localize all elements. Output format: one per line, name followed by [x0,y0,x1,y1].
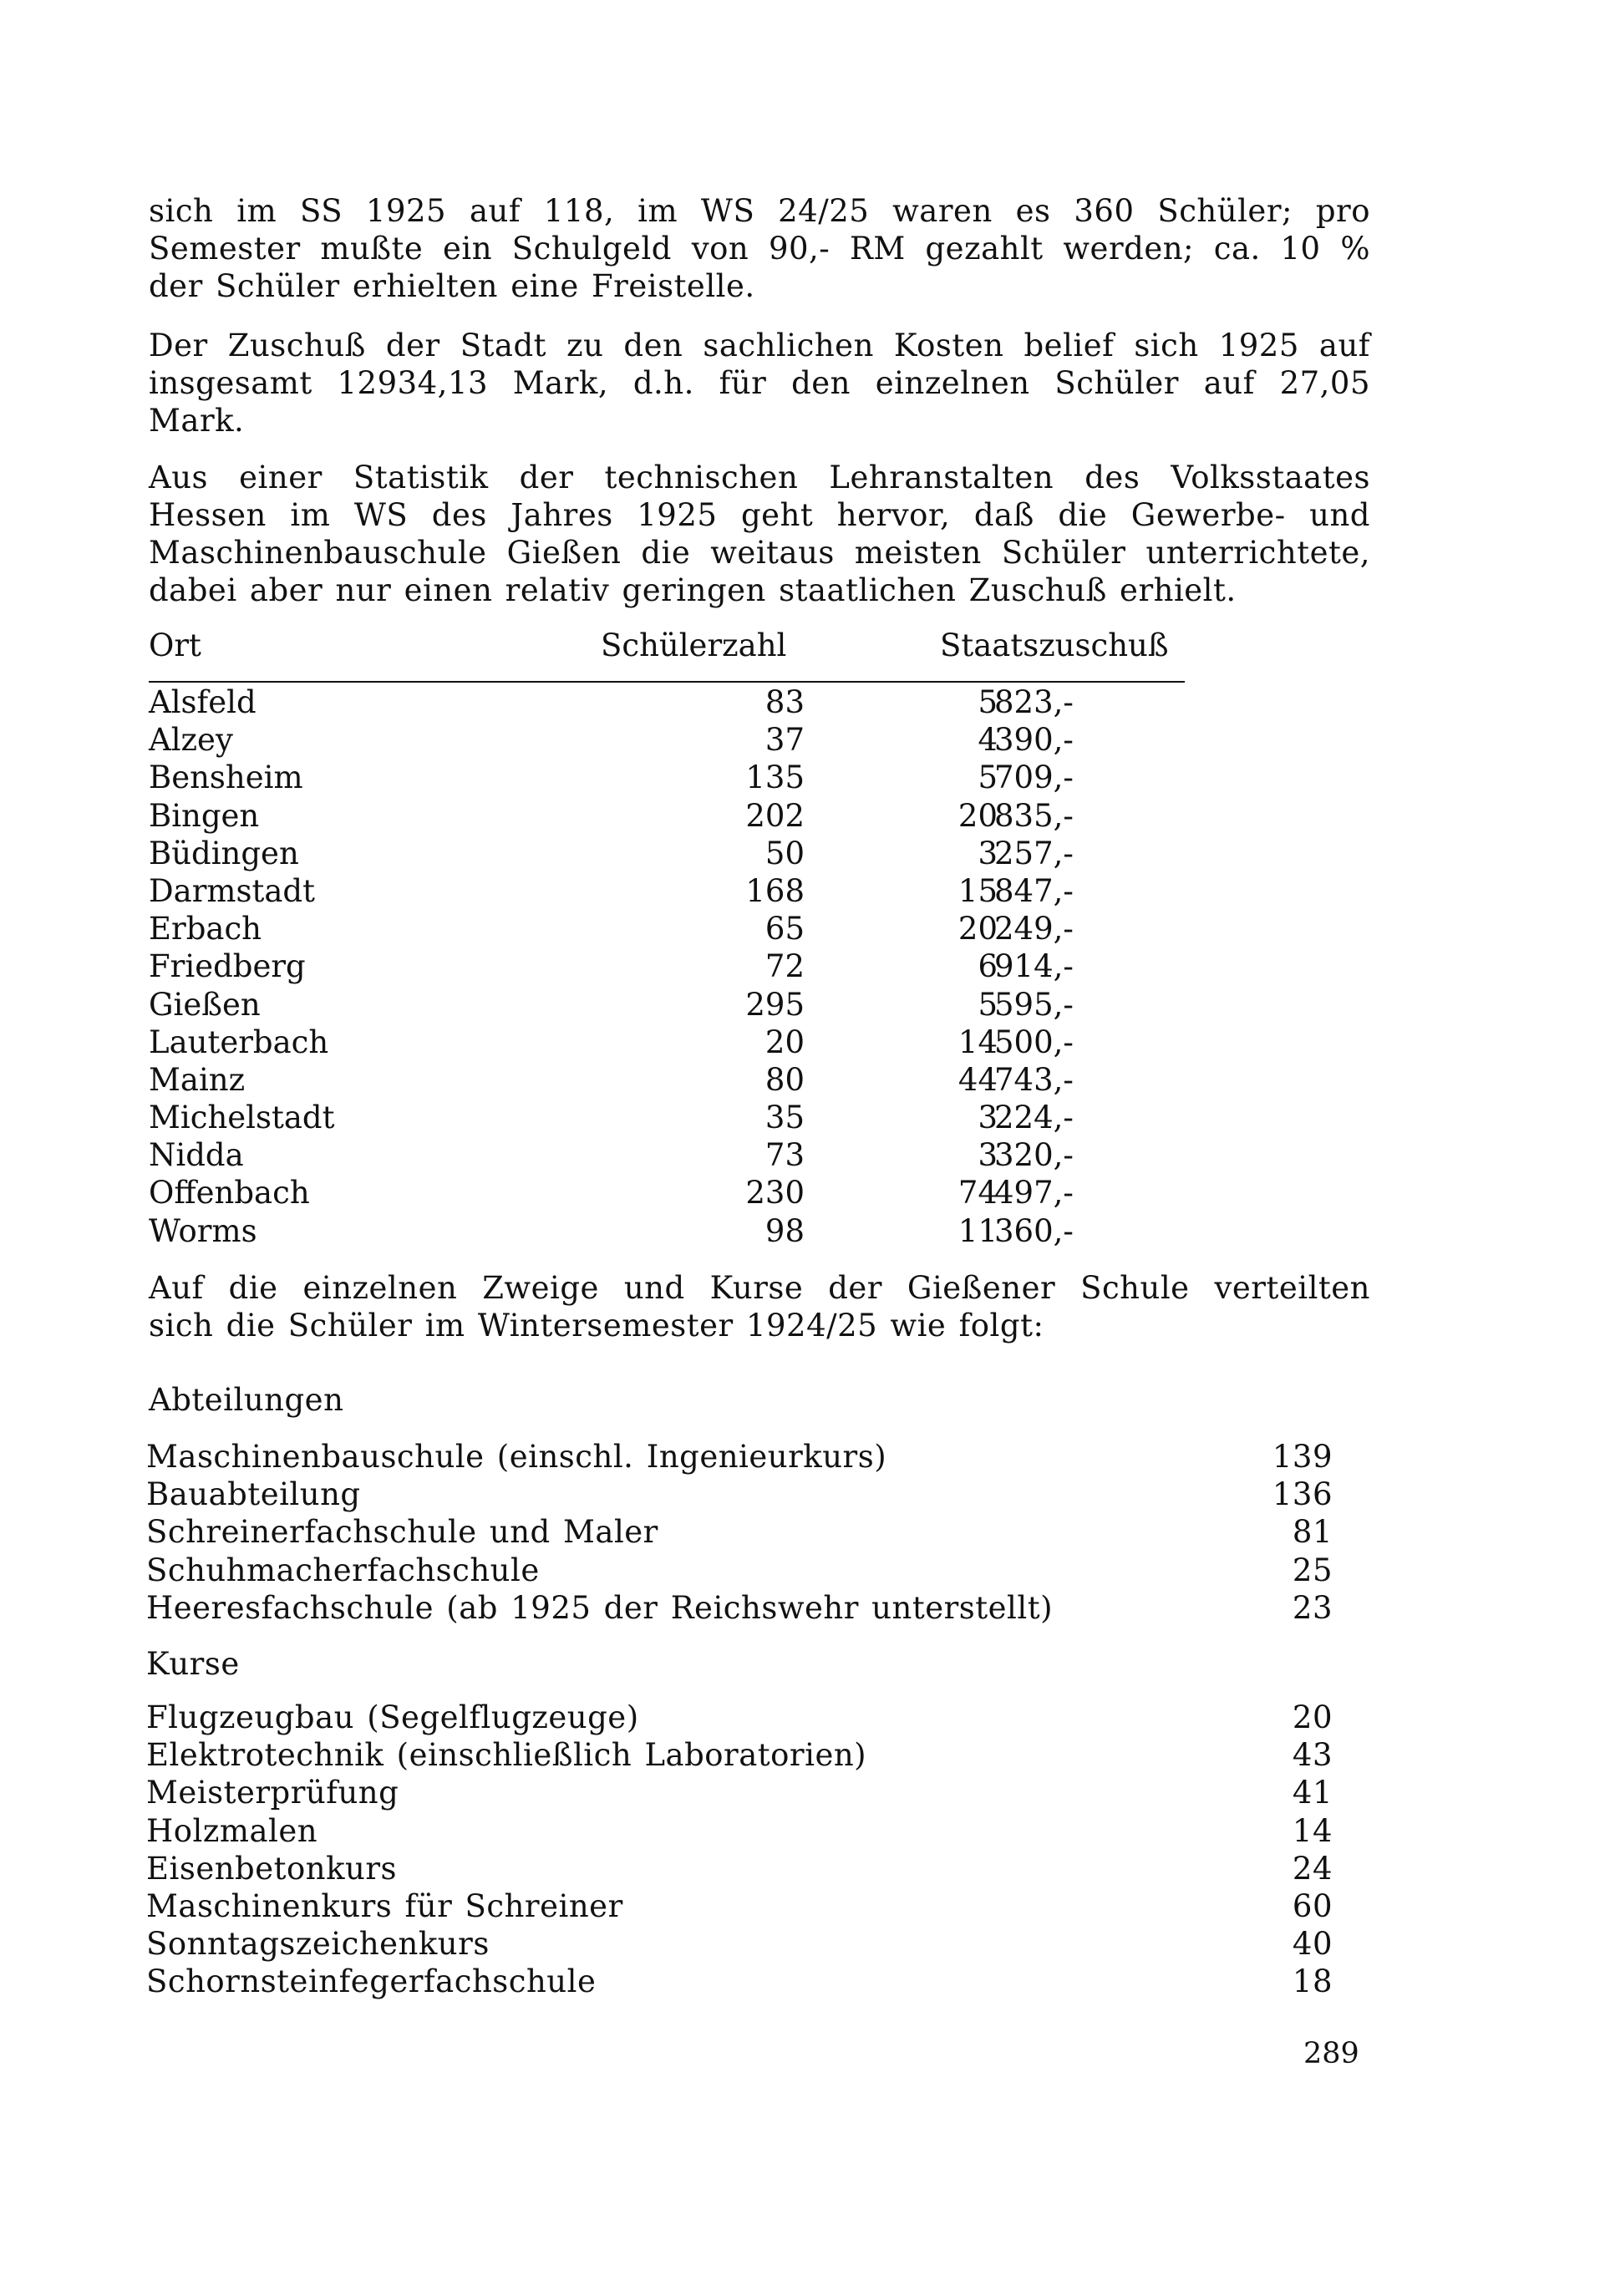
cell-ort: Bingen [149,797,260,834]
cell-zuschuss-thousands: 4 [978,722,998,759]
cell-schuelerzahl: 98 [764,1212,805,1249]
table-row [149,683,1185,721]
list-item-value: 18 [1292,1963,1333,2000]
cell-zuschuss-thousands: 44 [957,1061,998,1098]
cell-ort: Nidda [149,1137,244,1174]
list-item-label: Maschinenkurs für Schreiner [146,1887,623,1924]
cell-schuelerzahl: 37 [764,722,805,759]
page-number: 289 [1303,2037,1359,2070]
list-item-value: 23 [1292,1589,1333,1626]
list-item-label: Maschinenbauschule (einschl. Ingenieurkurs) [146,1439,887,1475]
cell-schuelerzahl: 50 [764,835,805,871]
list-item [146,1850,1333,1887]
table-row [149,1212,1185,1250]
list-item [146,1699,1333,1736]
table-row [149,1099,1185,1136]
cell-ort: Darmstadt [149,872,315,909]
cell-zuschuss-thousands: 3 [978,1137,998,1174]
table-row [149,721,1185,759]
cell-zuschuss-rest: 914,- [994,948,1074,985]
cell-schuelerzahl: 73 [764,1137,805,1174]
list-item [146,1589,1333,1627]
table-row [149,835,1185,872]
cell-zuschuss-thousands: 5 [978,684,998,720]
cell-schuelerzahl: 135 [745,759,805,796]
cell-ort: Bensheim [149,759,303,796]
list-item [146,1812,1333,1850]
list-item-value: 43 [1292,1737,1333,1774]
table-row [149,1136,1185,1174]
list-item-label: Schornsteinfegerfachschule [146,1963,597,2000]
abteilungen-list [146,1438,1333,1627]
cell-schuelerzahl: 80 [764,1061,805,1098]
cell-ort: Mainz [149,1061,246,1098]
cell-zuschuss-thousands: 5 [978,759,998,796]
list-item-label: Schreinerfachschule und Maler [146,1514,658,1551]
cell-zuschuss-rest: 595,- [994,986,1074,1023]
cell-schuelerzahl: 35 [764,1100,805,1136]
cell-zuschuss-thousands: 11 [957,1212,998,1249]
table-row [149,872,1185,910]
cell-ort: Alsfeld [149,684,257,720]
text-line: dabei aber nur einen relativ geringen staatlichen Zuschuß erhielt. [149,572,1237,608]
list-item [146,1476,1333,1513]
cell-zuschuss-rest: 847,- [994,872,1074,909]
cell-zuschuss-thousands: 6 [978,948,998,985]
cell-ort: Büdingen [149,835,299,871]
paragraph-statistik [149,459,1370,609]
table-row [149,1174,1185,1211]
list-item-label: Sonntagszeichenkurs [146,1926,490,1963]
list-item [146,1925,1333,1963]
table-row [149,1024,1185,1061]
table-row [149,1061,1185,1099]
text-line: der Schüler erhielten eine Freistelle. [149,268,755,304]
kurse-list [146,1699,1333,2001]
list-item-label: Elektrotechnik (einschließlich Laboratorien) [146,1737,867,1774]
list-item [146,1963,1333,2000]
cell-schuelerzahl: 230 [745,1175,805,1211]
text-line: Maschinenbauschule Gießen die weitaus meisten Schüler unterrichtete, [149,535,1370,571]
list-item [146,1736,1333,1774]
cell-zuschuss-rest: 257,- [994,835,1074,871]
cell-schuelerzahl: 65 [764,911,805,947]
paragraph-verteilung [149,1269,1370,1344]
list-item-value: 41 [1292,1775,1333,1811]
list-item-label: Heeresfachschule (ab 1925 der Reichswehr unterstellt) [146,1589,1053,1626]
cell-zuschuss-rest: 360,- [994,1212,1074,1249]
paragraph-schulgeld [149,192,1370,305]
list-item-label: Bauabteilung [146,1476,361,1513]
list-item-label: Holzmalen [146,1812,318,1849]
text-line: Semester mußte ein Schulgeld von 90,- RM gezahlt werden; ca. 10 % [149,231,1370,267]
cell-zuschuss-thousands: 15 [957,872,998,909]
cell-zuschuss-thousands: 3 [978,835,998,871]
text-line: insgesamt 12934,13 Mark, d.h. für den einzelnen Schüler auf 27,05 [149,365,1370,401]
cell-schuelerzahl: 168 [745,872,805,909]
cell-zuschuss-rest: 823,- [994,684,1074,720]
list-item [146,1774,1333,1811]
cell-ort: Worms [149,1212,257,1249]
list-item-value: 25 [1292,1552,1333,1588]
cell-zuschuss-rest: 743,- [994,1061,1074,1098]
cell-ort: Erbach [149,911,262,947]
list-item-value: 136 [1272,1476,1333,1513]
cell-zuschuss-rest: 224,- [994,1100,1074,1136]
text-line: Der Zuschuß der Stadt zu den sachlichen Kosten belief sich 1925 auf [149,328,1370,363]
cell-ort: Lauterbach [149,1024,329,1060]
cell-zuschuss-rest: 497,- [994,1175,1074,1211]
table-row [149,797,1185,835]
column-header-staatszuschuss: Staatszuschuß [940,627,1169,663]
cell-zuschuss-rest: 390,- [994,722,1074,759]
cell-schuelerzahl: 20 [764,1024,805,1060]
list-item [146,1513,1333,1551]
list-item-value: 81 [1292,1514,1333,1551]
list-item-label: Schuhmacherfachschule [146,1552,540,1588]
text-line: Mark. [149,403,245,439]
table-rule [149,681,1185,683]
cell-zuschuss-thousands: 20 [957,911,998,947]
cell-zuschuss-thousands: 3 [978,1100,998,1136]
text-line: Auf die einzelnen Zweige und Kurse der Gießener Schule verteilten [149,1270,1370,1306]
list-item-value: 24 [1292,1850,1333,1887]
cell-schuelerzahl: 295 [745,986,805,1023]
cell-ort: Offenbach [149,1175,310,1211]
cell-zuschuss-rest: 320,- [994,1137,1074,1174]
cell-zuschuss-thousands: 5 [978,986,998,1023]
cell-zuschuss-thousands: 20 [957,797,998,834]
table-row [149,759,1185,796]
cell-ort: Gießen [149,986,261,1023]
school-table-body [149,683,1185,1250]
column-header-ort: Ort [149,627,201,663]
text-line: sich die Schüler im Wintersemester 1924/25 wie folgt: [149,1308,1044,1344]
cell-ort: Michelstadt [149,1100,335,1136]
list-item-label: Eisenbetonkurs [146,1850,398,1887]
cell-schuelerzahl: 72 [764,948,805,985]
text-line: Aus einer Statistik der technischen Lehranstalten des Volksstaates [149,460,1370,495]
section-label-abteilungen: Abteilungen [149,1382,344,1418]
table-row [149,910,1185,947]
list-item-value: 14 [1292,1812,1333,1849]
column-header-schuelerzahl: Schülerzahl [601,627,787,663]
table-row [149,986,1185,1024]
list-item-value: 40 [1292,1926,1333,1963]
cell-zuschuss-thousands: 14 [957,1024,998,1060]
paragraph-zuschuss-stadt [149,327,1370,439]
text-line: sich im SS 1925 auf 118, im WS 24/25 waren es 360 Schüler; pro [149,193,1370,229]
list-item [146,1438,1333,1476]
cell-ort: Alzey [149,722,233,759]
school-table-header [149,627,1185,664]
list-item-value: 60 [1292,1887,1333,1924]
cell-schuelerzahl: 83 [764,684,805,720]
text-line: Hessen im WS des Jahres 1925 geht hervor, daß die Gewerbe- und [149,497,1370,533]
cell-zuschuss-rest: 500,- [994,1024,1074,1060]
cell-zuschuss-rest: 709,- [994,759,1074,796]
list-item-value: 20 [1292,1699,1333,1735]
list-item-label: Meisterprüfung [146,1775,399,1811]
list-item-value: 139 [1272,1439,1333,1475]
list-item [146,1552,1333,1589]
list-item [146,1887,1333,1925]
cell-schuelerzahl: 202 [745,797,805,834]
table-row [149,947,1185,985]
cell-ort: Friedberg [149,948,306,985]
section-label-kurse: Kurse [146,1646,240,1682]
cell-zuschuss-rest: 835,- [994,797,1074,834]
cell-zuschuss-thousands: 74 [957,1175,998,1211]
cell-zuschuss-rest: 249,- [994,911,1074,947]
list-item-label: Flugzeugbau (Segelflugzeuge) [146,1699,639,1735]
